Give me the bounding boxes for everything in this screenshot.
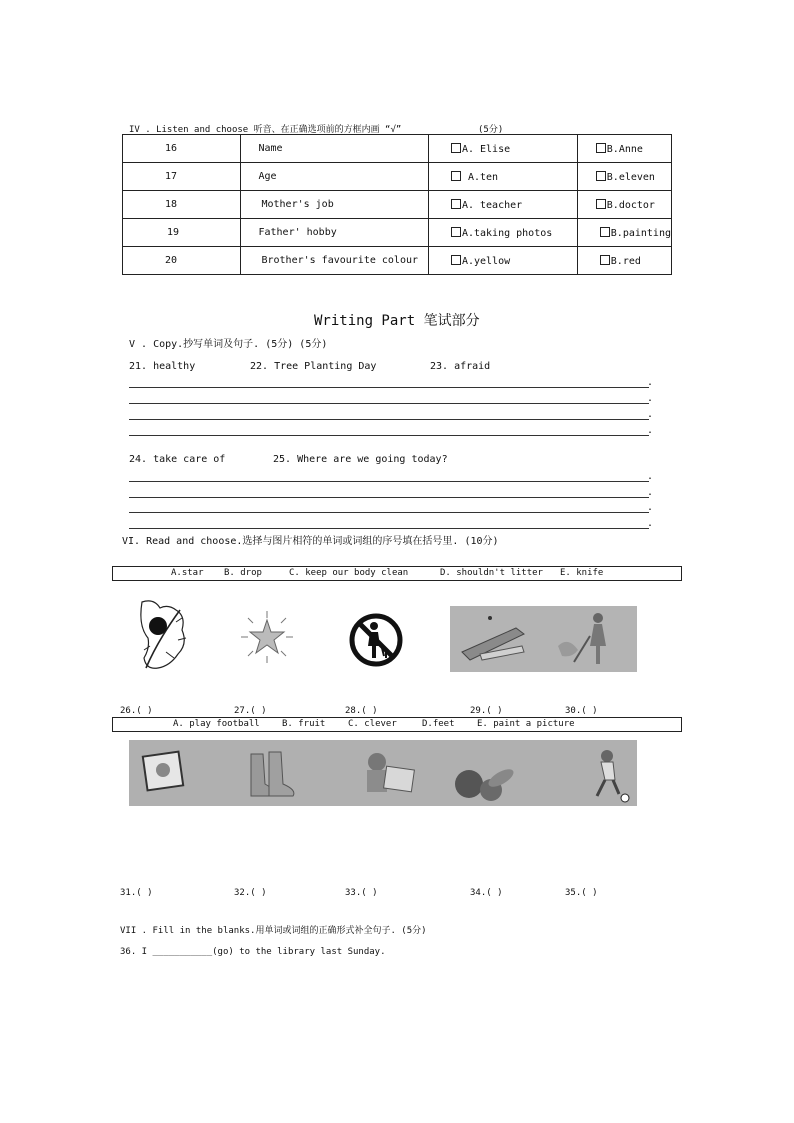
checkbox-icon[interactable] [451,171,461,181]
option-b: B. fruit [282,719,326,729]
option-a-label: A.ten [461,171,499,183]
option-a-cell[interactable] [428,219,577,247]
answer-blank-31[interactable]: 31.( ) [120,888,153,898]
line-end-dot: . [647,393,654,404]
writing-line[interactable] [129,481,649,482]
checkbox-icon[interactable] [596,199,606,209]
question-topic: Mother's job [241,191,428,219]
star-picture [240,610,294,664]
question-topic: Brother's favourite colour [241,247,428,275]
section-5-heading: V . Copy.抄写单词及句子. (5分) (5分) [129,339,328,350]
checkbox-icon[interactable] [596,143,606,153]
line-end-dot: . [647,425,654,436]
checkbox-icon[interactable] [600,227,610,237]
writing-line[interactable] [129,512,649,513]
activities-photo-strip [129,740,637,806]
table-row [123,135,672,163]
option-b-cell[interactable] [577,191,671,219]
options-bar-1 [112,566,682,581]
option-a: A. play football [173,719,260,729]
answer-blank-26[interactable]: 26.( ) [120,706,153,716]
option-a-cell[interactable] [428,247,577,275]
writing-line[interactable] [129,435,649,436]
checkbox-icon[interactable] [451,227,461,237]
table-row [123,163,672,191]
option-a-cell[interactable] [428,163,577,191]
copy-item-21: 21. healthy [129,361,196,372]
option-b-cell[interactable] [577,247,671,275]
option-a-label: A. Elise [461,143,511,155]
line-end-dot: . [647,487,654,498]
copy-item-23: 23. afraid [430,361,491,372]
table-row [123,191,672,219]
checkbox-icon[interactable] [596,171,606,181]
line-end-dot: . [647,377,654,388]
leaf-drop-picture [136,596,196,672]
table-row [123,247,672,275]
question-number: 16 [123,135,241,163]
option-a-cell[interactable] [428,191,577,219]
answer-blank-34[interactable]: 34.( ) [470,888,503,898]
checkbox-icon[interactable] [451,199,461,209]
question-36[interactable]: 36. I ___________(go) to the library last Sunday. [120,947,386,957]
option-c: C. clever [348,719,397,729]
answer-blank-33[interactable]: 33.( ) [345,888,378,898]
writing-line[interactable] [129,419,649,420]
section-4-heading-text: IV . Listen and choose 听音、在正确选项前的方框内画 “√” [129,125,402,135]
table-row [123,219,672,247]
option-b-cell[interactable] [577,135,671,163]
answer-blank-28[interactable]: 28.( ) [345,706,378,716]
listening-table [122,134,672,275]
question-topic: Age [241,163,428,191]
option-b-label: B.red [610,255,641,267]
options-bar-2 [112,717,682,732]
option-a-label: A.yellow [461,255,511,267]
checkbox-icon[interactable] [600,255,610,265]
answer-blank-27[interactable]: 27.( ) [234,706,267,716]
option-b-cell[interactable] [577,219,671,247]
question-topic: Name [241,135,428,163]
writing-line[interactable] [129,403,649,404]
answer-blank-32[interactable]: 32.( ) [234,888,267,898]
question-topic: Father' hobby [241,219,428,247]
option-b-label: B.Anne [606,143,643,155]
line-end-dot: . [647,471,654,482]
copy-item-22: 22. Tree Planting Day [250,361,377,372]
option-e: E. knife [560,568,604,578]
line-end-dot: . [647,502,654,513]
checkbox-icon[interactable] [451,255,461,265]
knife-icon [450,606,637,672]
section-7-heading: VII . Fill in the blanks.用单词或词组的正确形式补全句子. (5分) [120,926,427,936]
activities-illustration [129,740,637,806]
question-number: 17 [123,163,241,191]
question-number: 18 [123,191,241,219]
line-end-dot: . [647,518,654,529]
answer-blank-29[interactable]: 29.( ) [470,706,503,716]
question-number: 19 [123,219,241,247]
option-a: A.star [171,568,204,578]
line-end-dot: . [647,409,654,420]
writing-line[interactable] [129,528,649,529]
option-d: D. shouldn't litter [440,568,543,578]
checkbox-icon[interactable] [451,143,461,153]
question-number: 20 [123,247,241,275]
writing-line[interactable] [129,387,649,388]
option-b-label: B.eleven [606,171,655,183]
writing-line[interactable] [129,497,649,498]
option-d: D.feet [422,719,455,729]
copy-item-24: 24. take care of [129,454,226,465]
option-a-cell[interactable] [428,135,577,163]
option-c: C. keep our body clean [289,568,409,578]
copy-item-25: 25. Where are we going today? [273,454,448,465]
answer-blank-35[interactable]: 35.( ) [565,888,598,898]
answer-blank-30[interactable]: 30.( ) [565,706,598,716]
option-e: E. paint a picture [477,719,575,729]
option-b-cell[interactable] [577,163,671,191]
writing-part-title: Writing Part 笔试部分 [314,313,480,329]
option-b-label: B.doctor [606,199,655,211]
option-a-label: A.taking photos [461,227,553,239]
no-litter-sign-picture [348,612,404,668]
section-4-points: (5分) [478,125,504,135]
option-b: B. drop [224,568,262,578]
knife-and-cleaning-photo [450,606,637,672]
option-a-label: A. teacher [461,199,523,211]
option-b-label: B.painting [610,227,671,239]
section-6-heading: VI. Read and choose.选择与图片相符的单词或词组的序号填在括号里. (10分) [122,536,499,547]
